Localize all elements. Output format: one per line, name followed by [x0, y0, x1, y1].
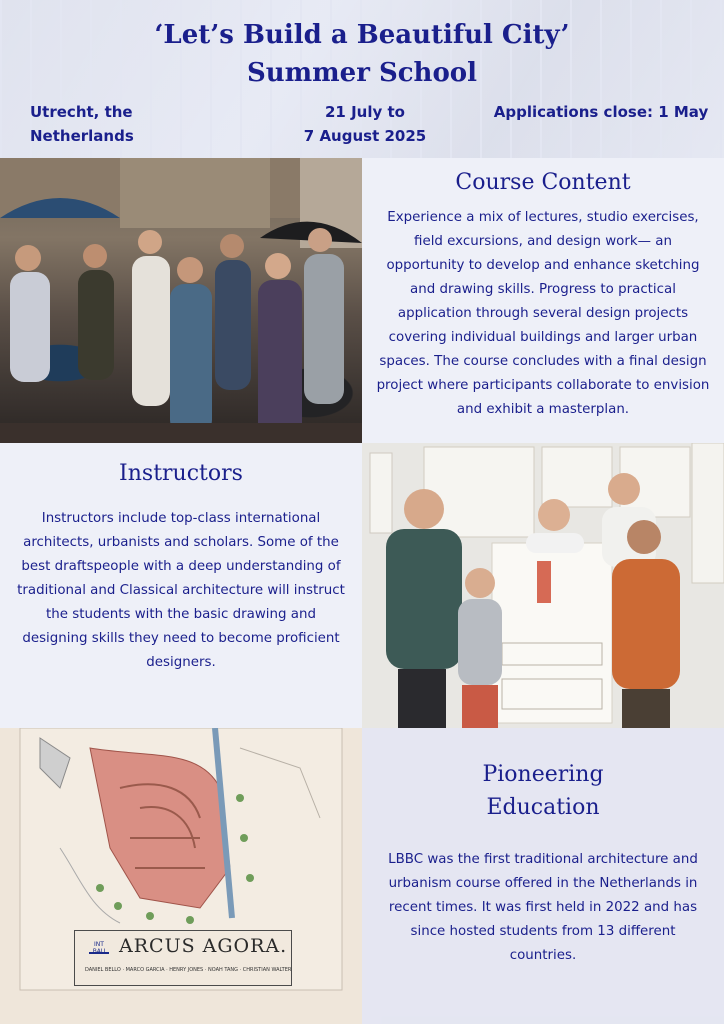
location-text [30, 100, 190, 148]
header-banner [0, 0, 724, 158]
photo-students-with-drawings [362, 443, 724, 728]
pioneering-body: LBBC was the first traditional architecture and urbanism course offered in the Netherlands in recent times. It was first held in 2022 and has since hosted students from 13 different countries. [388, 852, 698, 963]
location-line2: Netherlands [30, 127, 134, 145]
instructors-body: Instructors include top-class international architects, urbanists and scholars. Some of the best draftspeople with a deep understanding of traditional and Classical architecture will instruct the students with the basic drawing and designing skills they need to become proficient designers. [17, 511, 345, 670]
photo-crowd-excursion [0, 158, 362, 443]
instructors-title: Instructors [119, 461, 243, 486]
group-illustration [362, 443, 724, 728]
pioneering-education-panel [362, 728, 724, 1024]
drawing-caption-title: ARCUS AGORA. [119, 935, 288, 957]
intbau-logo: INT BAU [89, 941, 109, 954]
applications-deadline: Applications close: 1 May [493, 103, 709, 121]
drawing-author-names: DANIEL BELLO · MARCO GARCIA · HENRY JONES · NOAH TANG · CHRISTIAN WALTER [85, 967, 292, 973]
instructors-panel [0, 443, 362, 728]
dates-line2: 7 August 2025 [303, 127, 427, 145]
course-content-title: Course Content [455, 170, 631, 195]
location-line1: Utrecht, the [30, 103, 133, 121]
dates-text [300, 100, 430, 148]
course-content-body: Experience a mix of lectures, studio exercises, field excursions, and design work— an opportunity to develop and enhance sketching and drawing skills. Progress to practical application through several design projects covering individual buildings and larger urban spaces. The course concludes with a final design project where participants collaborate to envision and exhibit a masterplan. [376, 210, 710, 417]
page-title-line1: ‘Let’s Build a Beautiful City’ [154, 20, 570, 50]
crowd-illustration [0, 158, 362, 443]
pioneering-title-line1: Pioneering [482, 762, 604, 787]
pioneering-title-line2: Education [486, 795, 600, 820]
drawing-caption-box [74, 930, 292, 986]
masterplan-drawing [0, 728, 362, 1024]
dates-line1: 21 July to [325, 103, 405, 121]
course-content-panel [362, 158, 724, 443]
page-title-line2: Summer School [246, 58, 478, 88]
pioneering-title [362, 758, 724, 824]
